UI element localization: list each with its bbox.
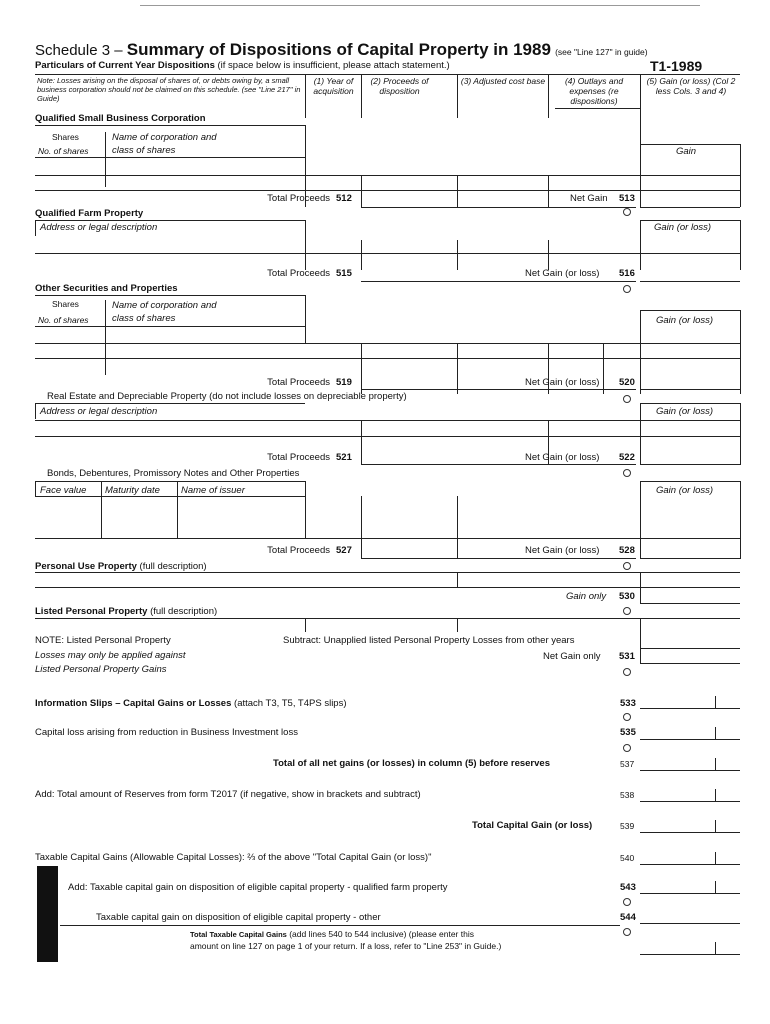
other-no-shares-label: No. of shares	[38, 315, 89, 325]
qsbc-title: Qualified Small Business Corporation	[35, 113, 206, 124]
farm-net-gain-label: Net Gain (or loss)	[525, 268, 600, 279]
listed-subtract-label: Subtract: Unapplied listed Personal Property Losses from other years	[283, 635, 575, 646]
realestate-total-line: 521	[336, 452, 352, 463]
listed-desc: (full description)	[150, 606, 218, 617]
particulars-note: (if space below is insufficient, please attach statement.)	[217, 60, 450, 71]
qsbc-net-gain-field[interactable]	[640, 207, 740, 208]
farm-title: Qualified Farm Property	[35, 208, 144, 219]
total-taxable-text1	[190, 929, 474, 939]
other-name-corp-label: Name of corporation and	[112, 300, 217, 311]
realestate-net-gain-field[interactable]	[640, 464, 740, 465]
info-desc: (attach T3, T5, T4PS slips)	[234, 698, 347, 709]
other-add-line: 544	[620, 912, 636, 923]
bonds-title: Bonds, Debentures, Promissory Notes and Other Properties	[47, 468, 300, 479]
listed-title: Listed Personal Property	[35, 606, 148, 617]
total-net-line: 537	[620, 759, 635, 769]
qsbc-name-corp-label: Name of corporation and	[112, 132, 217, 143]
total-cap-line: 539	[620, 821, 635, 831]
farm-gain-label: Gain (or loss)	[654, 222, 712, 233]
taxable-label: Taxable Capital Gains (Allowable Capital Losses): ⅔ of the above "Total Capital Gain (or loss)"	[35, 852, 432, 863]
bil-field[interactable]	[640, 739, 740, 740]
qsbc-entry-row[interactable]	[35, 190, 740, 191]
circle-marker-icon	[623, 607, 631, 615]
qsbc-class-shares-label: class of shares	[112, 145, 176, 156]
listed-entry-row[interactable]	[35, 618, 740, 619]
other-entry-row[interactable]	[35, 358, 740, 359]
qsbc-total-line: 512	[336, 193, 352, 204]
realestate-title: Real Estate and Depreciable Property (do not include losses on depreciable property)	[47, 391, 407, 402]
bonds-net-line: 528	[619, 545, 635, 556]
reserves-field[interactable]	[640, 801, 740, 802]
qsbc-total-proceeds-field[interactable]	[361, 207, 636, 208]
listed-line: 531	[619, 651, 635, 662]
guide-ref: (see "Line 127" in guide)	[555, 47, 648, 57]
farm-total-proceeds-field[interactable]	[361, 281, 636, 282]
bonds-net-gain-field[interactable]	[640, 558, 740, 559]
top-rule	[140, 5, 700, 6]
reserves-line: 538	[620, 790, 635, 800]
circle-marker-icon	[623, 469, 631, 477]
realestate-net-gain-label: Net Gain (or loss)	[525, 452, 600, 463]
circle-marker-icon	[623, 668, 631, 676]
other-entry-row[interactable]	[35, 343, 740, 344]
qsbc-no-shares-label: No. of shares	[38, 146, 89, 156]
circle-marker-icon	[623, 928, 631, 936]
col-year-header: (1) Year of acquisition	[313, 76, 354, 96]
qsbc-net-line: 513	[619, 193, 635, 204]
other-net-line: 520	[619, 377, 635, 388]
other-total-proceeds-field[interactable]	[361, 389, 636, 390]
personal-line: 530	[619, 591, 635, 602]
qsbc-gain-label: Gain	[676, 146, 697, 157]
total-taxable-text2: amount on line 127 on page 1 of your return. If a loss, refer to "Line 253" in Guide.)	[190, 941, 502, 951]
circle-marker-icon	[623, 562, 631, 570]
col-gain-header: (5) Gain (or loss) (Col 2 less Cols. 3 and 4)	[646, 76, 736, 96]
taxable-line: 540	[620, 853, 635, 863]
schedule-title: Summary of Dispositions of Capital Property in 1989	[126, 40, 551, 59]
other-add-label: Taxable capital gain on disposition of eligible capital property - other	[96, 912, 381, 923]
bonds-total-proceeds-label: Total Proceeds	[267, 545, 330, 556]
other-add-rule	[60, 925, 620, 926]
circle-marker-icon	[623, 898, 631, 906]
farm-add-label: Add: Taxable capital gain on disposition of eligible capital property - qualified farm property	[68, 882, 448, 893]
other-total-proceeds-label: Total Proceeds	[267, 377, 330, 388]
total-net-label: Total of all net gains (or losses) in column (5) before reserves	[273, 758, 550, 769]
col-acb-header: (3) Adjusted cost base	[460, 76, 546, 86]
listed-heading	[35, 606, 217, 617]
realestate-gain-label: Gain (or loss)	[656, 406, 714, 417]
circle-marker-icon	[623, 395, 631, 403]
listed-note-line3: Listed Personal Property Gains	[35, 664, 167, 675]
farm-add-field[interactable]	[640, 893, 740, 894]
total-taxable-rest1: (add lines 540 to 544 inclusive) (please enter this	[289, 929, 474, 939]
bonds-entry-row[interactable]	[35, 538, 740, 539]
total-taxable-title: Total Taxable Capital Gains	[190, 930, 287, 939]
farm-net-line: 516	[619, 268, 635, 279]
bonds-total-line: 527	[336, 545, 352, 556]
personal-gain-only-label: Gain only	[566, 591, 607, 602]
farm-entry-row[interactable]	[35, 253, 740, 254]
schedule-heading	[35, 40, 648, 60]
total-cap-label: Total Capital Gain (or loss)	[472, 820, 593, 831]
schedule-prefix: Schedule 3 –	[35, 42, 123, 59]
side-bar-graphic	[37, 866, 58, 962]
personal-heading	[35, 561, 207, 572]
info-line: 533	[620, 698, 636, 709]
other-gain-label: Gain (or loss)	[656, 315, 714, 326]
circle-marker-icon	[623, 285, 631, 293]
info-title: Information Slips – Capital Gains or Losses	[35, 698, 232, 709]
qsbc-net-gain-label: Net Gain	[570, 193, 608, 204]
taxable-field[interactable]	[640, 864, 740, 865]
particulars-title: Particulars of Current Year Dispositions	[35, 60, 215, 71]
listed-note-line2: Losses may only be applied against	[35, 650, 186, 661]
realestate-total-proceeds-field[interactable]	[361, 464, 636, 465]
other-net-gain-field[interactable]	[640, 389, 740, 390]
bil-label: Capital loss arising from reduction in Business Investment loss	[35, 727, 298, 738]
bonds-maturity-label: Maturity date	[105, 485, 160, 496]
qsbc-total-proceeds-label: Total Proceeds	[267, 193, 330, 204]
col-proceeds-header: (2) Proceeds of disposition	[370, 76, 429, 96]
personal-title: Personal Use Property	[35, 561, 137, 572]
listed-note-line1: NOTE: Listed Personal Property	[35, 635, 171, 646]
other-title: Other Securities and Properties	[35, 283, 178, 294]
bonds-face-label: Face value	[40, 485, 87, 496]
personal-gain-field[interactable]	[640, 603, 740, 604]
farm-add-line: 543	[620, 882, 636, 893]
bonds-net-gain-label: Net Gain (or loss)	[525, 545, 600, 556]
farm-total-proceeds-label: Total Proceeds	[267, 268, 330, 279]
total-net-field[interactable]	[640, 770, 740, 771]
farm-address-label: Address or legal description	[40, 222, 158, 233]
realestate-entry-row[interactable]	[35, 420, 740, 421]
info-heading	[35, 698, 347, 709]
other-total-line: 519	[336, 377, 352, 388]
realestate-net-line: 522	[619, 452, 635, 463]
bonds-gain-label: Gain (or loss)	[656, 485, 714, 496]
qsbc-shares-label: Shares	[52, 132, 79, 142]
other-class-shares-label: class of shares	[112, 313, 176, 324]
realestate-address-label: Address or legal description	[40, 406, 158, 417]
other-add-field[interactable]	[640, 923, 740, 924]
circle-marker-icon	[623, 744, 631, 752]
farm-net-gain-field[interactable]	[640, 281, 740, 282]
info-field[interactable]	[640, 708, 740, 709]
small-business-note: Note: Losses arising on the disposal of shares of, or debts owing by, a small business corporation should not be claimed on this schedule. (see "Line 217" in Guide)	[37, 76, 301, 103]
other-net-gain-label: Net Gain (or loss)	[525, 377, 600, 388]
personal-desc: (full description)	[139, 561, 207, 572]
realestate-entry-row[interactable]	[35, 436, 740, 437]
col-outlays-header: (4) Outlays and expenses (re dispositions)	[564, 76, 624, 106]
realestate-total-proceeds-label: Total Proceeds	[267, 452, 330, 463]
total-cap-field[interactable]	[640, 832, 740, 833]
listed-subtract-field[interactable]	[640, 648, 740, 649]
total-taxable-field[interactable]	[640, 954, 740, 955]
form-id: T1-1989	[650, 58, 703, 74]
bonds-total-proceeds-field[interactable]	[361, 558, 636, 559]
circle-marker-icon	[623, 208, 631, 216]
reserves-label: Add: Total amount of Reserves from form T2017 (if negative, show in brackets and subtract)	[35, 789, 421, 800]
personal-entry-row[interactable]	[35, 587, 740, 588]
particulars-line	[35, 60, 450, 71]
circle-marker-icon	[623, 713, 631, 721]
qsbc-entry-row[interactable]	[35, 175, 740, 176]
other-shares-label: Shares	[52, 299, 79, 309]
farm-total-line: 515	[336, 268, 352, 279]
listed-net-gain-label: Net Gain only	[543, 651, 601, 662]
bonds-issuer-label: Name of issuer	[181, 485, 245, 496]
bil-line: 535	[620, 727, 636, 738]
listed-net-gain-field[interactable]	[640, 663, 740, 664]
